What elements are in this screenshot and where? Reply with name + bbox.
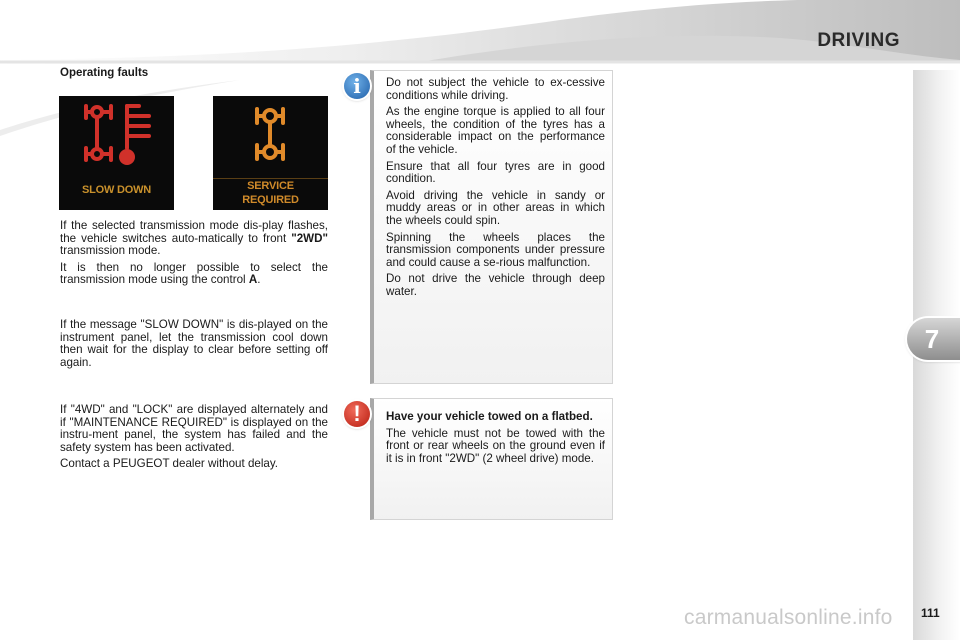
info-icon: i [344,73,370,99]
slow-down-label: SLOW DOWN [81,184,152,196]
operating-faults-text-1 [60,220,328,291]
section-heading: Operating faults [60,67,149,79]
operating-faults-text-3 [60,404,328,475]
service-label-line1: SERVICE [247,180,294,192]
warning-paragraph-1: The vehicle must not be towed with the front or rear wheels on the ground even if it is in front "2WD" (2 wheel drive) mode. [386,426,605,465]
info-paragraph-2: As the engine torque is applied to all four wheels, the condition of the tyres has a considerable impact on the performance of the vehicle. [386,105,605,156]
service-required-panel [213,96,328,210]
service-required-label [213,178,328,207]
info-box [370,70,613,384]
paragraph-2wd: If the selected transmission mode dis-play flashes, the vehicle switches auto-matically to front "2WD" transmission mode. [60,219,328,258]
operating-faults-text-2 [60,319,328,373]
slow-down-warning-panel [59,96,174,210]
axle-warning-icon [59,96,174,184]
paragraph-contact-dealer: Contact a PEUGEOT dealer without delay. [60,457,279,471]
warning-title: Have your vehicle towed on a flatbed. [386,410,593,423]
info-paragraph-4: Avoid driving the vehicle in sandy or muddy areas or in other areas in which the wheels could spin. [386,188,605,227]
paragraph-maintenance: If "4WD" and "LOCK" are displayed alternately and if "MAINTENANCE REQUIRED" is displayed on the instru-ment panel, the system has failed and the safety system has been activated. [60,403,328,454]
paragraph-slow-down: If the message "SLOW DOWN" is dis-played on the instrument panel, let the transmission cool down then wait for the display to clear before setting off again. [60,318,328,369]
warning-box [370,398,613,520]
watermark: carmanualsonline.info [684,606,893,629]
chapter-tab[interactable]: 7 [907,318,960,360]
axle-service-icon [213,96,328,178]
service-label-line2: REQUIRED [242,194,299,206]
warning-icon: ! [344,401,370,427]
chapter-title: DRIVING [817,30,900,51]
info-paragraph-3: Ensure that all four tyres are in good condition. [386,159,605,186]
info-paragraph-6: Do not drive the vehicle through deep water. [386,272,605,298]
info-paragraph-1: Do not subject the vehicle to ex-cessive conditions while driving. [386,76,605,102]
info-paragraph-5: Spinning the wheels places the transmission components under pressure and could cause a se-rious malfunction. [386,230,605,269]
page-number: 111 [921,606,940,620]
paragraph-control-a: It is then no longer possible to select the transmission mode using the control A. [60,260,328,287]
